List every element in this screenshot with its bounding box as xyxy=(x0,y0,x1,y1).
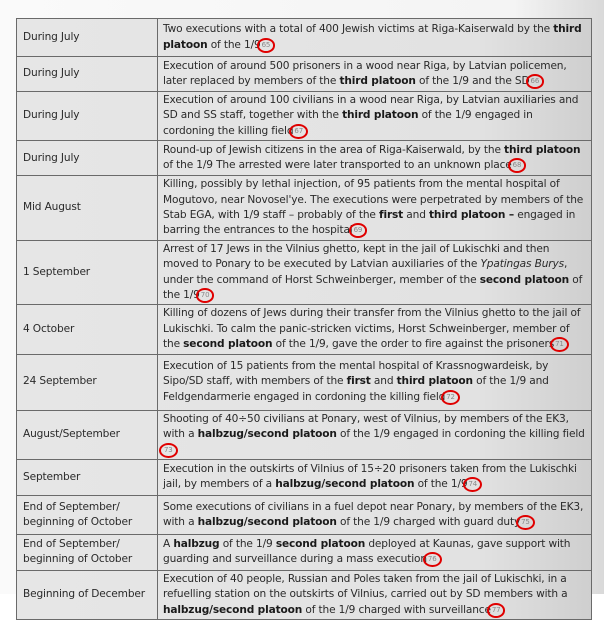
table-row xyxy=(17,19,592,57)
text-segment: engaged in barring the entrances to the hospital xyxy=(163,209,576,237)
event-date: 4 October xyxy=(17,305,158,354)
text-segment: A xyxy=(163,538,174,550)
bold-text: second platoon xyxy=(275,538,366,550)
event-date: Mid August xyxy=(17,176,158,241)
footnote-marker-circled: 70 xyxy=(196,288,215,303)
event-date: August/September xyxy=(17,410,158,459)
text-segment: Execution in the outskirts of Vilnius of 15÷20 prisoners taken from the Lukischki jail, by members of a xyxy=(163,463,577,491)
event-date: 24 September xyxy=(17,354,158,410)
text-segment: Execution of around 500 prisoners in a wood near Riga, by Latvian policemen, later replaced by members of the xyxy=(163,59,567,87)
footnote-marker-circled: 65 xyxy=(257,38,276,53)
text-segment: of the 1/9 engaged in cordoning the killing field xyxy=(336,428,585,441)
event-date: End of September/ beginning of October xyxy=(17,495,158,534)
text-segment: of the 1/9 The arrested were later transported to an unknown place xyxy=(163,159,512,172)
bold-text: halbzug/second platoon xyxy=(275,478,415,491)
event-description xyxy=(158,19,592,57)
footnote-marker-circled: 72 xyxy=(441,390,460,405)
event-date: 1 September xyxy=(17,240,158,305)
table-row xyxy=(17,570,592,619)
event-description xyxy=(158,570,592,619)
text-segment: of the 1/9 xyxy=(414,478,468,491)
event-date: During July xyxy=(17,141,158,176)
text-segment: of the 1/9 charged with guard duty xyxy=(336,515,521,528)
text-segment: Some executions of civilians in a fuel depot near Ponary, by members of the EK3, with a xyxy=(163,500,584,528)
table-row xyxy=(17,176,592,241)
table-row xyxy=(17,459,592,495)
bold-text: halbzug/second platoon xyxy=(163,603,303,616)
footnote-marker-circled: 76 xyxy=(423,552,442,567)
text-segment: Arrest of 17 Jews in the Vilnius ghetto, kept in the jail of Lukischki and then moved to Ponary to be executed by Latvian auxiliaries of the xyxy=(163,242,550,271)
text-segment: of the 1/9 xyxy=(163,273,583,302)
text-segment: and xyxy=(403,209,430,222)
event-description xyxy=(158,534,592,570)
event-description xyxy=(158,354,592,410)
event-date: End of September/ beginning of October xyxy=(17,534,158,570)
footnote-marker-circled: 75 xyxy=(516,515,535,530)
event-description xyxy=(158,141,592,176)
text-segment: of the 1/9, gave the order to fire against the prisoners xyxy=(272,338,555,351)
text-segment: Two executions with a total of 400 Jewish victims at Riga-Kaiserwald by the xyxy=(163,23,554,36)
event-description xyxy=(158,305,592,354)
footnote-marker-circled: 68 xyxy=(508,158,527,173)
event-date: Beginning of December xyxy=(17,570,158,619)
event-description xyxy=(158,92,592,141)
text-segment: of the 1/9 xyxy=(207,38,261,51)
event-description xyxy=(158,240,592,305)
event-date: During July xyxy=(17,92,158,141)
bold-text: third platoon xyxy=(163,23,582,51)
bold-text: second platoon xyxy=(479,273,570,286)
event-date: During July xyxy=(17,19,158,57)
event-date: During July xyxy=(17,57,158,92)
text-segment: and xyxy=(370,375,397,388)
bold-text: halbzug/second platoon xyxy=(197,515,337,528)
event-description xyxy=(158,57,592,92)
event-date: September xyxy=(17,459,158,495)
text-segment: of the 1/9 and the SD xyxy=(415,75,530,87)
bold-text: halbzug/second platoon xyxy=(197,428,337,441)
text-segment: deployed at Kaunas, gave support with guarding and surveillance during a mass execution xyxy=(163,538,571,566)
footnote-marker-circled: 73 xyxy=(159,443,178,458)
event-description xyxy=(158,495,592,534)
events-table xyxy=(16,18,592,620)
text-segment: of the 1/9 charged with surveillance xyxy=(302,603,491,616)
bold-text: third platoon xyxy=(396,375,473,388)
text-segment: of the 1/9 xyxy=(219,538,276,550)
bold-text: second platoon xyxy=(183,338,273,351)
footnote-marker-circled: 66 xyxy=(526,74,545,89)
text-segment: , under the command of Horst Schweinberger, member of the xyxy=(163,258,568,286)
bold-text: halbzug xyxy=(173,538,220,550)
bold-text: third platoon xyxy=(339,75,416,87)
text-segment: Execution of 15 patients from the mental hospital of Krassnogwardeisk, by Sipo/SD staff, with members of the xyxy=(163,360,549,388)
text-segment: Round-up of Jewish citizens in the area of Riga-Kaiserwald, by the xyxy=(163,143,505,156)
text-segment: Execution of around 100 civilians in a wood near Riga, by Latvian auxiliaries and SD and SS staff, together with the xyxy=(163,94,579,122)
footnote-marker-circled: 74 xyxy=(463,477,482,492)
footnote-marker-circled: 69 xyxy=(349,223,368,238)
text-segment: of the 1/9 engaged in cordoning the killing field xyxy=(163,109,533,137)
text-segment: Ypatingas Burys xyxy=(480,258,564,271)
table-row xyxy=(17,354,592,410)
table-row xyxy=(17,305,592,354)
event-description xyxy=(158,410,592,459)
table-row xyxy=(17,92,592,141)
table-row xyxy=(17,534,592,570)
text-segment: Shooting of 40÷50 civilians at Ponary, west of Vilnius, by members of the EK3, with a xyxy=(163,412,569,441)
table-row xyxy=(17,495,592,534)
event-description xyxy=(158,176,592,241)
text-segment: Killing, possibly by lethal injection, of 95 patients from the mental hospital of Mogutovo, near Novosel'ye. The executions were perpetrated by members of the Stab EGA, with 1/9 staff – probably of the xyxy=(163,178,584,222)
bold-text: third platoon – xyxy=(429,209,515,222)
footnote-marker-circled: 77 xyxy=(487,603,506,618)
event-description xyxy=(158,459,592,495)
table-row xyxy=(17,410,592,459)
bold-text: first xyxy=(379,209,404,222)
bold-text: third platoon xyxy=(342,109,419,122)
table-row xyxy=(17,141,592,176)
table-row xyxy=(17,240,592,305)
footnote-marker-circled: 67 xyxy=(289,124,308,139)
footnote-marker-circled: 71 xyxy=(550,337,569,352)
text-segment: Killing of dozens of Jews during their transfer from the Vilnius ghetto to the jail of Lukischki. To calm the panic-stricken victims, Horst Schweinberger, member of the xyxy=(163,307,581,351)
text-segment: of the 1/9 and Feldgendarmerie engaged in cordoning the killing field xyxy=(163,375,549,403)
bold-text: third platoon xyxy=(504,143,581,156)
bold-text: first xyxy=(346,375,371,388)
table-row xyxy=(17,57,592,92)
text-segment: Execution of 40 people, Russian and Poles taken from the jail of Lukischki, in a refuelling station on the outskirts of Vilnius, carried out by SD members with a xyxy=(163,572,568,601)
